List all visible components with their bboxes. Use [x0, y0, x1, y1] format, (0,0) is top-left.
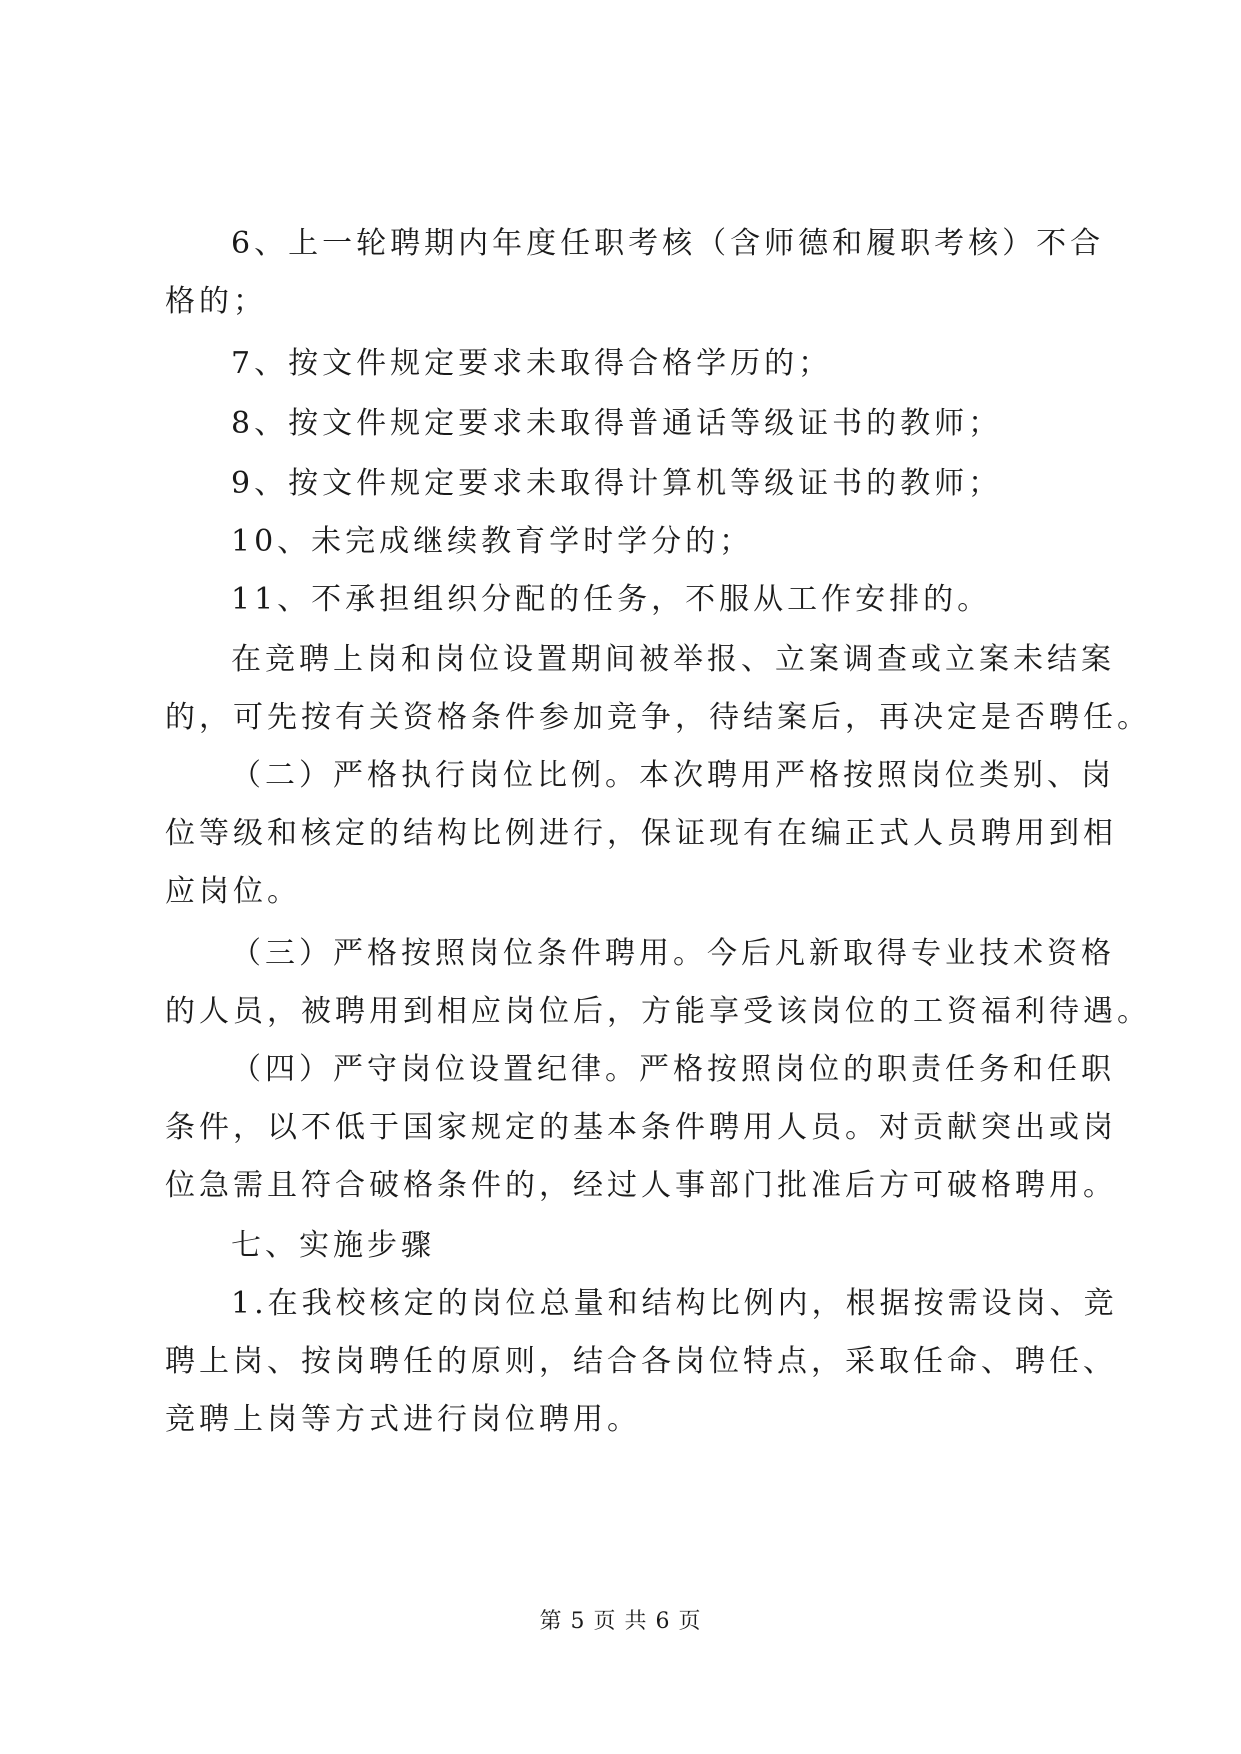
text-line: （三）严格按照岗位条件聘用。今后凡新取得专业技术资格 [231, 936, 1115, 971]
text-line: 的人员，被聘用到相应岗位后，方能享受该岗位的工资福利待遇。 [165, 994, 1151, 1029]
text-line: 10、未完成继续教育学时学分的； [231, 524, 754, 559]
text-line: 11、不承担组织分配的任务，不服从工作安排的。 [231, 582, 992, 617]
text-line: （二）严格执行岗位比例。本次聘用严格按照岗位类别、岗 [231, 758, 1115, 793]
text-line: 的，可先按有关资格条件参加竞争，待结案后，再决定是否聘任。 [165, 700, 1151, 735]
page-number-footer: 第 5 页 共 6 页 [539, 1609, 702, 1634]
text-line: 条件，以不低于国家规定的基本条件聘用人员。对贡献突出或岗 [165, 1110, 1117, 1145]
text-line: 应岗位。 [165, 874, 301, 909]
text-line: 7、按文件规定要求未取得合格学历的； [231, 346, 833, 381]
text-line: 9、按文件规定要求未取得计算机等级证书的教师； [231, 466, 1003, 501]
text-line: 竞聘上岗等方式进行岗位聘用。 [165, 1402, 641, 1437]
text-line: 位等级和核定的结构比例进行，保证现有在编正式人员聘用到相 [165, 816, 1117, 851]
text-line: （四）严守岗位设置纪律。严格按照岗位的职责任务和任职 [231, 1052, 1115, 1087]
text-line: 聘上岗、按岗聘任的原则，结合各岗位特点，采取任命、聘任、 [165, 1344, 1117, 1379]
text-line: 格的； [165, 284, 267, 319]
text-line: 1.在我校核定的岗位总量和结构比例内，根据按需设岗、竞 [231, 1286, 1118, 1321]
section-heading: 七、实施步骤 [231, 1228, 435, 1263]
text-line: 在竞聘上岗和岗位设置期间被举报、立案调查或立案未结案 [231, 642, 1115, 677]
text-line: 位急需且符合破格条件的，经过人事部门批准后方可破格聘用。 [165, 1168, 1117, 1203]
text-line: 8、按文件规定要求未取得普通话等级证书的教师； [231, 406, 1003, 441]
text-line: 6、上一轮聘期内年度任职考核（含师德和履职考核）不合 [231, 226, 1105, 261]
